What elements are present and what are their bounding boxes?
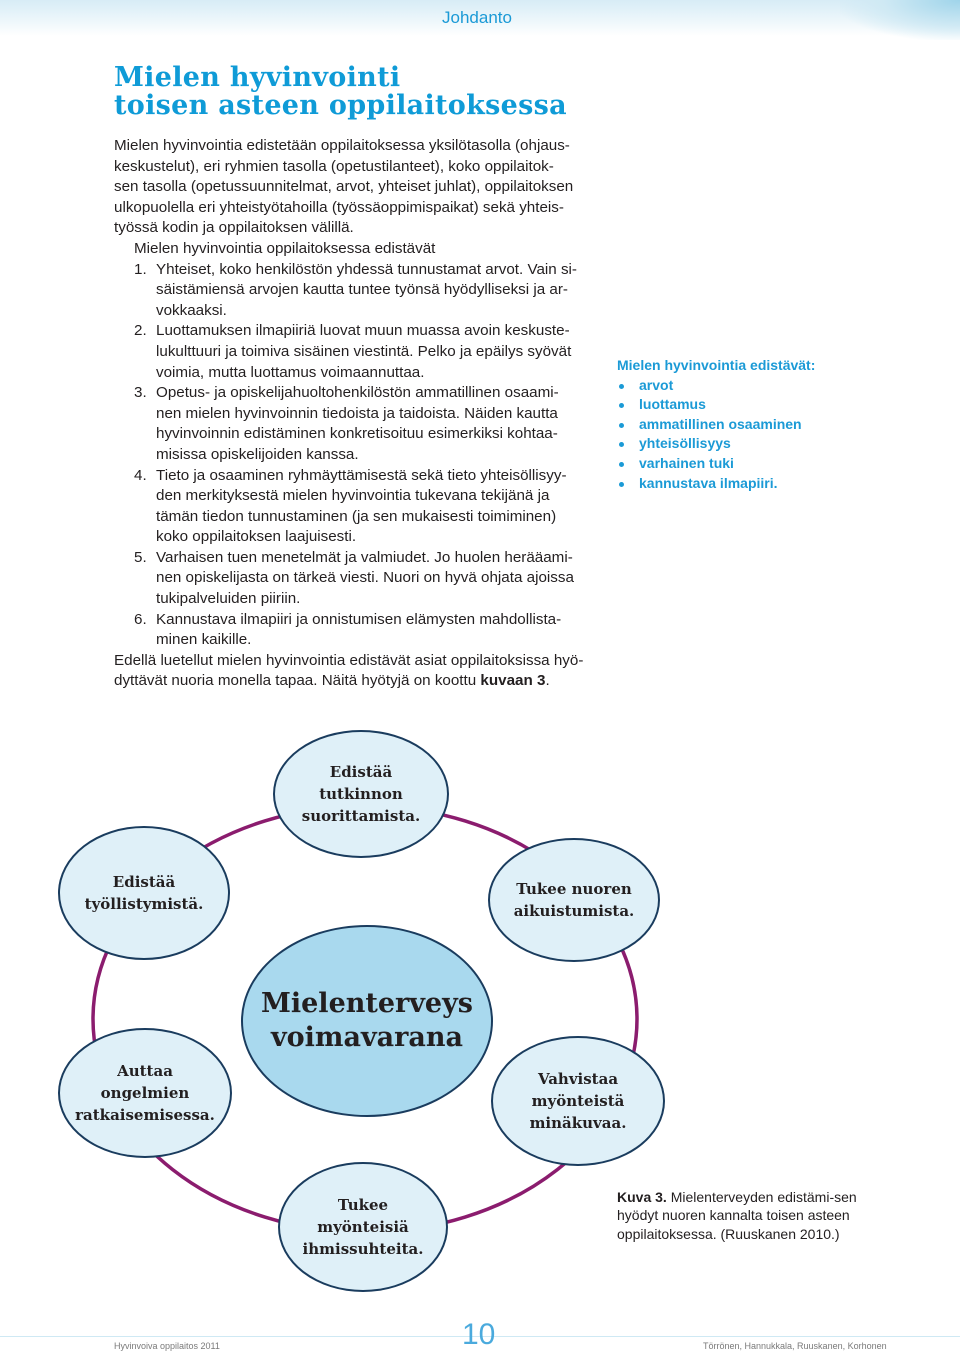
list-line: vokkaaksi. xyxy=(156,301,227,319)
list-line: lukulttuuri ja toimiva sisäinen viestintä. Pelko ja epäilys syövät xyxy=(156,342,572,360)
footer-publication: Hyvinvoiva oppilaitos 2011 xyxy=(114,1341,220,1351)
list-line: Tieto ja osaaminen ryhmäyttämisestä sekä tieto yhteisöllisyy- xyxy=(156,466,567,484)
list-line: koko oppilaitoksen laajuisesti. xyxy=(156,528,357,546)
sidebar-item-label: kannustava ilmapiiri. xyxy=(639,474,778,491)
page-number: 10 xyxy=(462,1318,496,1351)
list-line: den merkityksestä mielen hyvinvointia tukevana tekijänä ja xyxy=(156,487,550,505)
bubble-line: Tukee nuoren xyxy=(516,880,632,898)
closing-line: Edellä luetellut mielen hyvinvointia edistävät asiat oppilaitoksissa hyö- xyxy=(114,651,584,669)
bubble-line: aikuistumista. xyxy=(513,902,635,920)
footer-authors: Törrönen, Hannukkala, Ruuskanen, Korhonen xyxy=(703,1341,887,1351)
caption-label: Kuva 3. xyxy=(617,1189,667,1205)
list-line: hyvinvoinnin edistäminen konkretisoituu esimerkiksi kohtaa- xyxy=(156,425,558,443)
list-line: Yhteiset, koko henkilöstön yhdessä tunnustamat arvot. Vain si- xyxy=(156,260,577,278)
sidebar-heading: Mielen hyvinvointia edistävät: xyxy=(617,357,816,373)
list-line: Opetus- ja opiskelijahuoltohenkilöstön ammatillinen osaami- xyxy=(156,384,559,402)
intro-line: ulkopuolella eri yhteistyötahoilla (työssäoppimispaikat) sekä yhteis- xyxy=(114,198,564,216)
section-label: Johdanto xyxy=(442,8,512,27)
intro-line: työssä kodin ja oppilaitoksen välillä. xyxy=(114,219,354,237)
list-line: säistämiensä arvojen kautta tuntee työnsä hyödylliseksi ja ar- xyxy=(156,281,568,299)
bubble-line: minäkuvaa. xyxy=(529,1114,627,1132)
bubble-line: Tukee xyxy=(337,1196,389,1214)
center-line: voimavarana xyxy=(270,1022,464,1053)
bubble-line: Vahvistaa xyxy=(537,1070,619,1088)
intro-line: keskustelut), eri ryhmien tasolla (opetustilanteet), koko oppilaitok- xyxy=(114,157,554,175)
list-line: voimia, mutta luottamus voimaannuttaa. xyxy=(156,363,425,381)
title-line-1: Mielen hyvinvointi xyxy=(114,62,401,93)
sidebar-item-label: ammatillinen osaaminen xyxy=(639,415,802,432)
list-line: nen opiskelijasta on tärkeä viesti. Nuori on hyvä ohjata ajoissa xyxy=(156,569,574,587)
bubble-line: ihmissuhteita. xyxy=(302,1240,424,1258)
bubble-problem-solving xyxy=(58,1028,232,1158)
bubble-adulthood xyxy=(488,838,660,962)
list-line: Kannustava ilmapiiri ja onnistumisen elämysten mahdollista- xyxy=(156,610,562,628)
sidebar-item-label: luottamus xyxy=(639,396,706,413)
bubble-line: ongelmien xyxy=(100,1084,190,1102)
title-line-2: toisen asteen oppilaitoksessa xyxy=(114,90,567,121)
bubble-employment xyxy=(58,826,230,960)
sidebar-item-label: varhainen tuki xyxy=(639,454,734,471)
list-number: 4. xyxy=(134,466,147,484)
bubble-line: suorittamista. xyxy=(301,807,421,825)
closing-text: dyttävät nuoria monella tapaa. Näitä hyötyjä on koottu xyxy=(114,672,481,690)
bubble-line: myönteistä xyxy=(531,1092,625,1110)
figure-reference: kuvaan 3 xyxy=(480,672,546,690)
list-line: misissa opiskelijoiden kanssa. xyxy=(156,445,359,463)
list-line: tukipalveluiden piiriin. xyxy=(156,590,301,608)
bubble-self-image xyxy=(491,1036,665,1166)
list-line: Varhaisen tuen menetelmät ja valmiudet. Jo huolen herääami- xyxy=(156,548,573,566)
list-number: 5. xyxy=(134,548,147,566)
bubble-line: myönteisiä xyxy=(317,1218,409,1236)
list-number: 3. xyxy=(134,384,147,402)
bubble-line: Edistää xyxy=(329,763,393,781)
bubble-line: Edistää xyxy=(112,873,176,891)
bubble-relationships xyxy=(278,1162,448,1292)
bubble-line: työllistymistä. xyxy=(84,895,204,913)
bubble-graduation xyxy=(273,730,449,858)
center-bubble xyxy=(241,925,493,1117)
bubble-line: ratkaisemisessa. xyxy=(75,1106,215,1124)
list-line: nen mielen hyvinvoinnin tiedoista ja taidoista. Näiden kautta xyxy=(156,404,558,422)
list-number: 1. xyxy=(134,260,147,278)
bubble-line: tutkinnon xyxy=(319,785,403,803)
sidebar-item-label: arvot xyxy=(639,376,674,393)
list-number: 6. xyxy=(134,610,147,628)
list-number: 2. xyxy=(134,322,147,340)
intro-line: Mielen hyvinvointia edistetään oppilaitoksessa yksilötasolla (ohjaus- xyxy=(114,137,570,154)
intro-line: sen tasolla (opetussuunnitelmat, arvot, yhteiset juhlat), oppilaitoksen xyxy=(114,178,574,196)
sidebar-item-label: yhteisöllisyys xyxy=(639,435,731,452)
list-line: Luottamuksen ilmapiiriä luovat muun muassa avoin keskuste- xyxy=(156,322,570,340)
list-line: minen kaikille. xyxy=(156,631,252,649)
closing-end: . xyxy=(545,672,550,690)
bubble-line: Auttaa xyxy=(117,1062,173,1080)
list-heading: Mielen hyvinvointia oppilaitoksessa edistävät xyxy=(134,239,436,257)
center-line: Mielenterveys xyxy=(260,988,474,1019)
caption-text: Mielenterveyden edistämi-sen hyödyt nuoren kannalta toisen asteen oppilaitoksessa. (Ruuskanen 2010.) xyxy=(617,1189,857,1242)
figure-caption xyxy=(617,1188,857,1243)
list-line: tämän tiedon tunnustaminen (ja sen mukaisesti toimiminen) xyxy=(156,507,557,525)
